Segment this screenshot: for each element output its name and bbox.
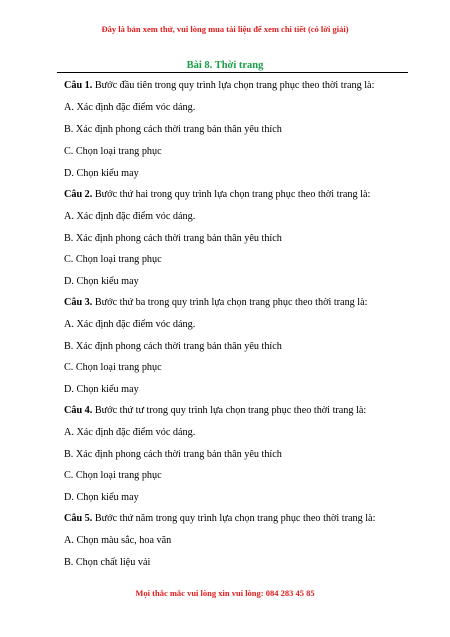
- question-2-text: Bước thứ hai trong quy trình lựa chọn trang phục theo thời trang là:: [92, 189, 371, 200]
- option-1b: B. Xác định phong cách thời trang bản thân yêu thích: [64, 124, 282, 135]
- page-title: Bài 8. Thời trang: [186, 60, 264, 71]
- option-3c: C. Chọn loại trang phục: [64, 362, 162, 373]
- question-4: [64, 405, 366, 416]
- footer-notice: Mọi thắc mắc vui lòng xin vui lòng: 084 283 45 85: [135, 588, 315, 598]
- question-4-text: Bước thứ tư trong quy trình lựa chọn trang phục theo thời trang là:: [92, 405, 367, 416]
- option-3a: A. Xác định đặc điểm vóc dáng.: [64, 319, 196, 330]
- option-4d: D. Chọn kiểu may: [64, 492, 139, 503]
- question-3-label: Câu 3.: [64, 297, 93, 308]
- option-2b: B. Xác định phong cách thời trang bản thân yêu thích: [64, 233, 282, 244]
- header-notice: Đây là bản xem thử, vui lòng mua tài liệu để xem chi tiết (có lời giải): [101, 24, 349, 34]
- option-2a: A. Xác định đặc điểm vóc dáng.: [64, 211, 196, 222]
- question-1-label: Câu 1.: [64, 80, 93, 91]
- option-1a: A. Xác định đặc điểm vóc dáng.: [64, 102, 196, 113]
- question-5: [64, 513, 375, 524]
- option-3d: D. Chọn kiểu may: [64, 384, 139, 395]
- question-2-label: Câu 2.: [64, 189, 93, 200]
- option-4a: A. Xác định đặc điểm vóc dáng.: [64, 427, 196, 438]
- option-3b: B. Xác định phong cách thời trang bản thân yêu thích: [64, 341, 282, 352]
- option-4b: B. Xác định phong cách thời trang bản thân yêu thích: [64, 449, 282, 460]
- question-2: [64, 189, 370, 200]
- option-5a: A. Chọn màu sắc, hoa văn: [64, 535, 172, 546]
- question-3-text: Bước thứ ba trong quy trình lựa chọn trang phục theo thời trang là:: [92, 297, 368, 308]
- question-4-label: Câu 4.: [64, 405, 93, 416]
- option-5b: B. Chọn chất liệu vải: [64, 557, 151, 568]
- option-2d: D. Chọn kiểu may: [64, 276, 139, 287]
- question-1: [64, 80, 374, 91]
- option-1d: D. Chọn kiểu may: [64, 168, 139, 179]
- question-1-text: Bước đầu tiên trong quy trình lựa chọn trang phục theo thời trang là:: [92, 80, 375, 91]
- option-1c: C. Chọn loại trang phục: [64, 146, 162, 157]
- question-5-text: Bước thứ năm trong quy trình lựa chọn trang phục theo thời trang là:: [92, 513, 376, 524]
- title-divider: [57, 72, 408, 73]
- option-4c: C. Chọn loại trang phục: [64, 470, 162, 481]
- question-5-label: Câu 5.: [64, 513, 93, 524]
- option-2c: C. Chọn loại trang phục: [64, 254, 162, 265]
- question-3: [64, 297, 368, 308]
